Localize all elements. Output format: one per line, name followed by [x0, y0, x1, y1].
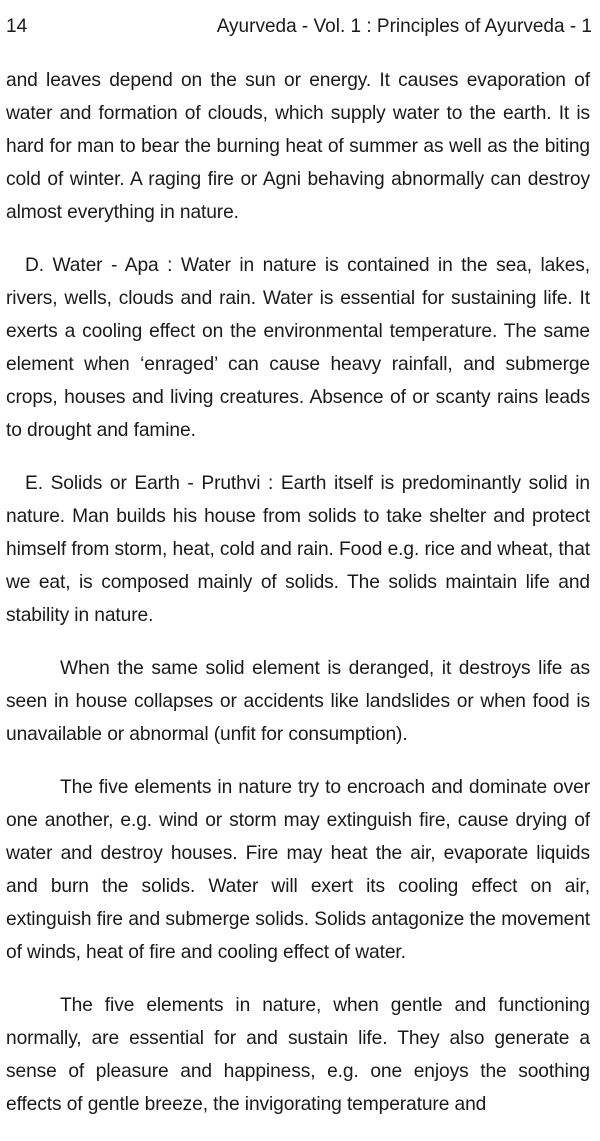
body-text — [6, 64, 590, 1141]
page-number: 14 — [6, 16, 28, 37]
paragraph-elements-gentle: The five elements in nature, when gentle and functioning normally, are essential for and sustain life. They also generate a sense of pleasure and happiness, e.g. one enjoys the soothing effects of gentle breeze, the invigorating temperature and — [6, 995, 590, 1115]
paragraph-earth-pruthvi: E. Solids or Earth - Pruthvi : Earth itself is predominantly solid in nature. Man builds his house from solids to take shelter and protect himself from storm, heat, cold and rain. Food e.g. rice and wheat, that we eat, is composed mainly of solids. The solids maintain life and stability in nature. — [6, 473, 590, 626]
paragraph-continuation: and leaves depend on the sun or energy. It causes evaporation of water and formation of clouds, which supply water to the earth. It is hard for man to bear the burning heat of summer as well as the biting cold of winter. A raging fire or Agni behaving abnormally can destroy almost everything in nature. — [6, 70, 590, 223]
page-header — [6, 14, 592, 40]
paragraph-deranged-solid: When the same solid element is deranged, it destroys life as seen in house collapses or accidents like landslides or when food is unavailable or abnormal (unfit for consumption). — [6, 658, 590, 745]
paragraph-elements-encroach: The five elements in nature try to encroach and dominate over one another, e.g. wind or storm may extinguish fire, cause drying of water and destroy houses. Fire may heat the air, evaporate liquids and burn the solids. Water will exert its cooling effect on air, extinguish fire and submerge solids. Solids antagonize the movement of winds, heat of fire and cooling effect of water. — [6, 777, 590, 963]
paragraph-water-apa: D. Water - Apa : Water in nature is contained in the sea, lakes, rivers, wells, clouds and rain. Water is essential for sustaining life. It exerts a cooling effect on the environmental temperature. The same element when ‘enraged’ can cause heavy rainfall, and submerge crops, houses and living creatures. Absence of or scanty rains leads to drought and famine. — [6, 255, 590, 441]
running-title: Ayurveda - Vol. 1 : Principles of Ayurveda - 1 — [216, 16, 592, 37]
